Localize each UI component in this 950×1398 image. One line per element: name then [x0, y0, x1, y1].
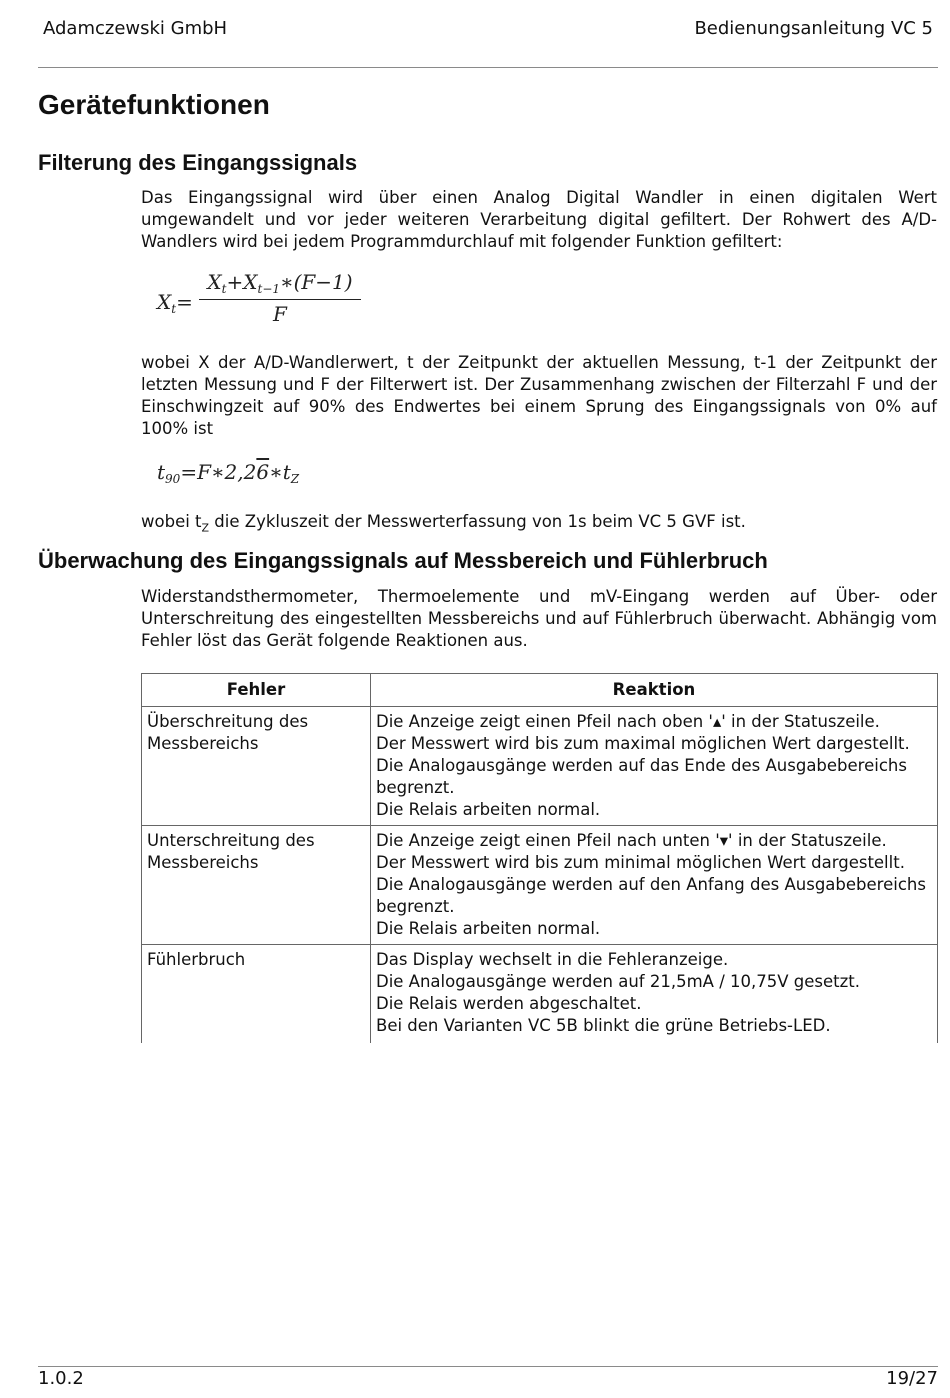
table-cell-reaktion	[371, 945, 938, 1044]
formula-fraction	[199, 270, 361, 326]
paragraph-filter-explanation: wobei X der A/D-Wandlerwert, t der Zeitpunkt der aktuellen Messung, t-1 der Zeitpunkt der letzten Messung und F der Filterwert ist. Der Zusammenhang zwischen der Filterzahl F und der Einschwingzeit auf 90% des Endwertes bei einem Sprung des Eingangssignals von 0% auf 100% ist	[141, 353, 937, 438]
reaktion-line: Der Messwert wird bis zum maximal möglichen Wert dargestellt.	[376, 734, 910, 753]
formula-denominator: F	[273, 302, 287, 326]
paragraph-monitoring-intro: Widerstandsthermometer, Thermoelemente und mV-Eingang werden auf Über- oder Unterschreitung des eingestellten Messbereichs und auf Fühlerbruch überwacht. Abhängig vom Fehler löst das Gerät folgende Reaktionen aus.	[141, 587, 937, 650]
table-row	[142, 826, 938, 945]
formula-lhs: $X_t=$	[157, 290, 193, 316]
table-cell-fehler: Überschreitung des Messbereichs	[142, 707, 371, 826]
formula-settling-time: $t_{90}=F∗2,26∗t_Z$	[157, 460, 300, 486]
reaktion-line: Bei den Varianten VC 5B blinkt die grüne Betriebs-LED.	[376, 1016, 831, 1035]
error-reaction-table	[141, 673, 938, 1043]
reaktion-line: Die Relais arbeiten normal.	[376, 919, 601, 938]
table-header-reaktion: Reaktion	[371, 674, 938, 707]
reaktion-line: Die Relais arbeiten normal.	[376, 800, 601, 819]
paragraph-cycle-time: wobei $t_Z$ die Zykluszeit der Messwerterfassung von 1s beim VC 5 GVF ist.	[141, 512, 746, 535]
table-cell-reaktion	[371, 826, 938, 945]
reaktion-line: Das Display wechselt in die Fehleranzeige.	[376, 950, 729, 969]
reaktion-line: Die Relais werden abgeschaltet.	[376, 994, 642, 1013]
table-row	[142, 707, 938, 826]
reaktion-line: Die Analogausgänge werden auf den Anfang des Ausgabebereichs begrenzt.	[376, 875, 926, 916]
footer-version: 1.0.2	[38, 1368, 84, 1389]
table-header-fehler: Fehler	[142, 674, 371, 707]
table-row	[142, 945, 938, 1044]
formula-numerator: $X_t+X_{t-1}∗(F-1)$	[207, 270, 353, 296]
header-company: Adamczewski GmbH	[43, 18, 228, 39]
reaktion-line: Der Messwert wird bis zum minimal möglichen Wert dargestellt.	[376, 853, 905, 872]
footer-page-number: 19/27	[886, 1368, 938, 1389]
paragraph-filter-intro: Das Eingangssignal wird über einen Analog Digital Wandler in einen digitalen Wert umgewandelt und vor jeder weiteren Verarbeitung digital gefiltert. Der Rohwert des A/D-Wandlers wird bei jedem Programmdurchlauf mit folgender Funktion gefiltert:	[141, 188, 937, 251]
table-cell-fehler: Unterschreitung des Messbereichs	[142, 826, 371, 945]
reaktion-line: Die Analogausgänge werden auf 21,5mA / 10,75V gesetzt.	[376, 972, 860, 991]
table-cell-fehler: Fühlerbruch	[142, 945, 371, 1044]
table-cell-reaktion	[371, 707, 938, 826]
header-divider	[38, 67, 938, 68]
reaktion-line: Die Analogausgänge werden auf das Ende des Ausgabebereichs begrenzt.	[376, 756, 907, 797]
header-document-title: Bedienungsanleitung VC 5	[694, 18, 933, 39]
footer-divider	[38, 1366, 938, 1367]
reaktion-line: Die Anzeige zeigt einen Pfeil nach oben '▴' in der Statuszeile.	[376, 712, 880, 731]
reaktion-line: Die Anzeige zeigt einen Pfeil nach unten '▾' in der Statuszeile.	[376, 831, 887, 850]
section-heading-monitoring: Überwachung des Eingangssignals auf Messbereich und Fühlerbruch	[38, 548, 768, 573]
table-header-row	[142, 674, 938, 707]
page-title: Gerätefunktionen	[38, 89, 270, 120]
section-heading-filter: Filterung des Eingangssignals	[38, 150, 358, 175]
